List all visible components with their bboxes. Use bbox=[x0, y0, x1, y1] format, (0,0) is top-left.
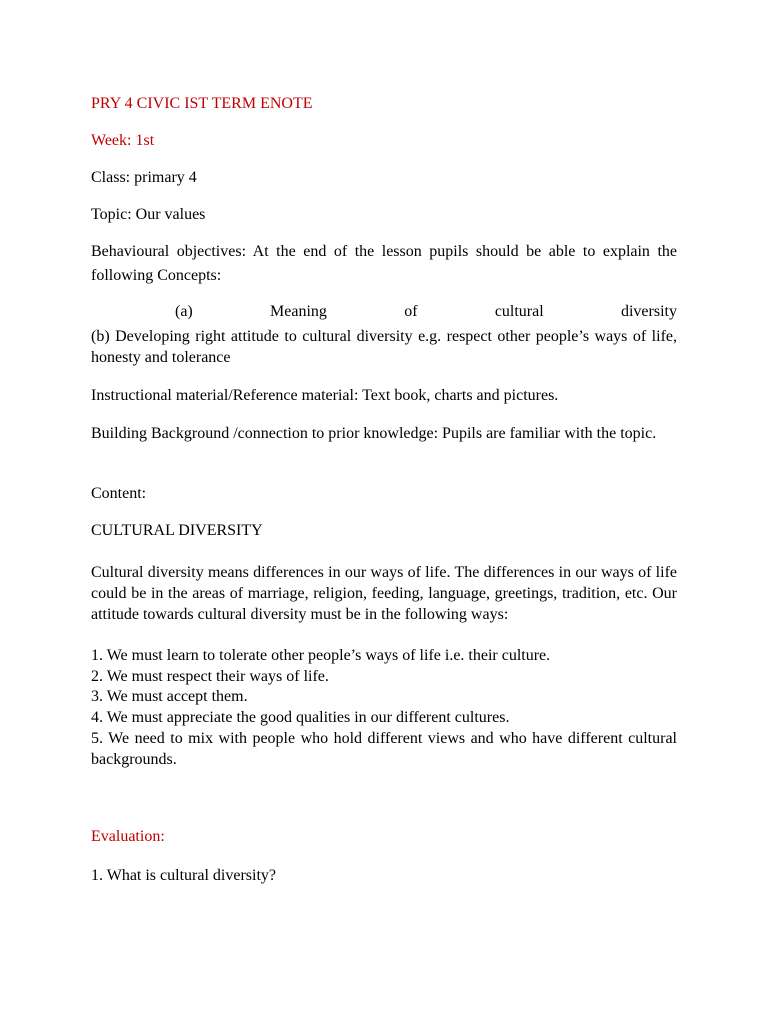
concept-a-line bbox=[91, 302, 677, 322]
concept-a-word: (a) bbox=[175, 303, 193, 320]
content-label: Content: bbox=[91, 485, 147, 502]
week-line: Week: 1st bbox=[91, 132, 155, 149]
instructional-material-line: Instructional material/Reference material: Text book, charts and pictures. bbox=[91, 387, 559, 404]
concept-a-word: diversity bbox=[620, 303, 677, 320]
building-background-paragraph: Building Background /connection to prior knowledge: Pupils are familiar with the topic. bbox=[91, 425, 657, 442]
document-title: PRY 4 CIVIC IST TERM ENOTE bbox=[91, 95, 313, 112]
list-item: 3. We must accept them. bbox=[91, 688, 248, 705]
topic-line: Topic: Our values bbox=[91, 206, 206, 223]
objectives-paragraph: Behavioural objectives: At the end of the lesson pupils should be able to explain the following Concepts: bbox=[91, 243, 677, 284]
section-heading: CULTURAL DIVERSITY bbox=[91, 522, 263, 539]
list-item: 4. We must appreciate the good qualities in our different cultures. bbox=[91, 709, 510, 726]
evaluation-question: 1. What is cultural diversity? bbox=[91, 867, 276, 884]
list-item: 2. We must respect their ways of life. bbox=[91, 668, 329, 685]
list-item: 5. We need to mix with people who hold different views and who have different cultural backgrounds. bbox=[91, 730, 677, 768]
class-line: Class: primary 4 bbox=[91, 169, 197, 186]
concept-a-word: Meaning bbox=[270, 303, 327, 320]
list-item: 1. We must learn to tolerate other people’s ways of life i.e. their culture. bbox=[91, 647, 551, 664]
concept-a-word: cultural bbox=[494, 303, 544, 320]
concept-b-paragraph: (b) Developing right attitude to cultural diversity e.g. respect other people’s ways of life, honesty and tolerance bbox=[91, 328, 677, 366]
concept-a-word: of bbox=[404, 303, 418, 320]
cultural-diversity-paragraph: Cultural diversity means differences in our ways of life. The differences in our ways of life could be in the areas of marriage, religion, feeding, language, greetings, tradition, etc. Our attitude towards cultural diversity must be in the following ways: bbox=[91, 564, 677, 623]
evaluation-label: Evaluation: bbox=[91, 828, 165, 845]
